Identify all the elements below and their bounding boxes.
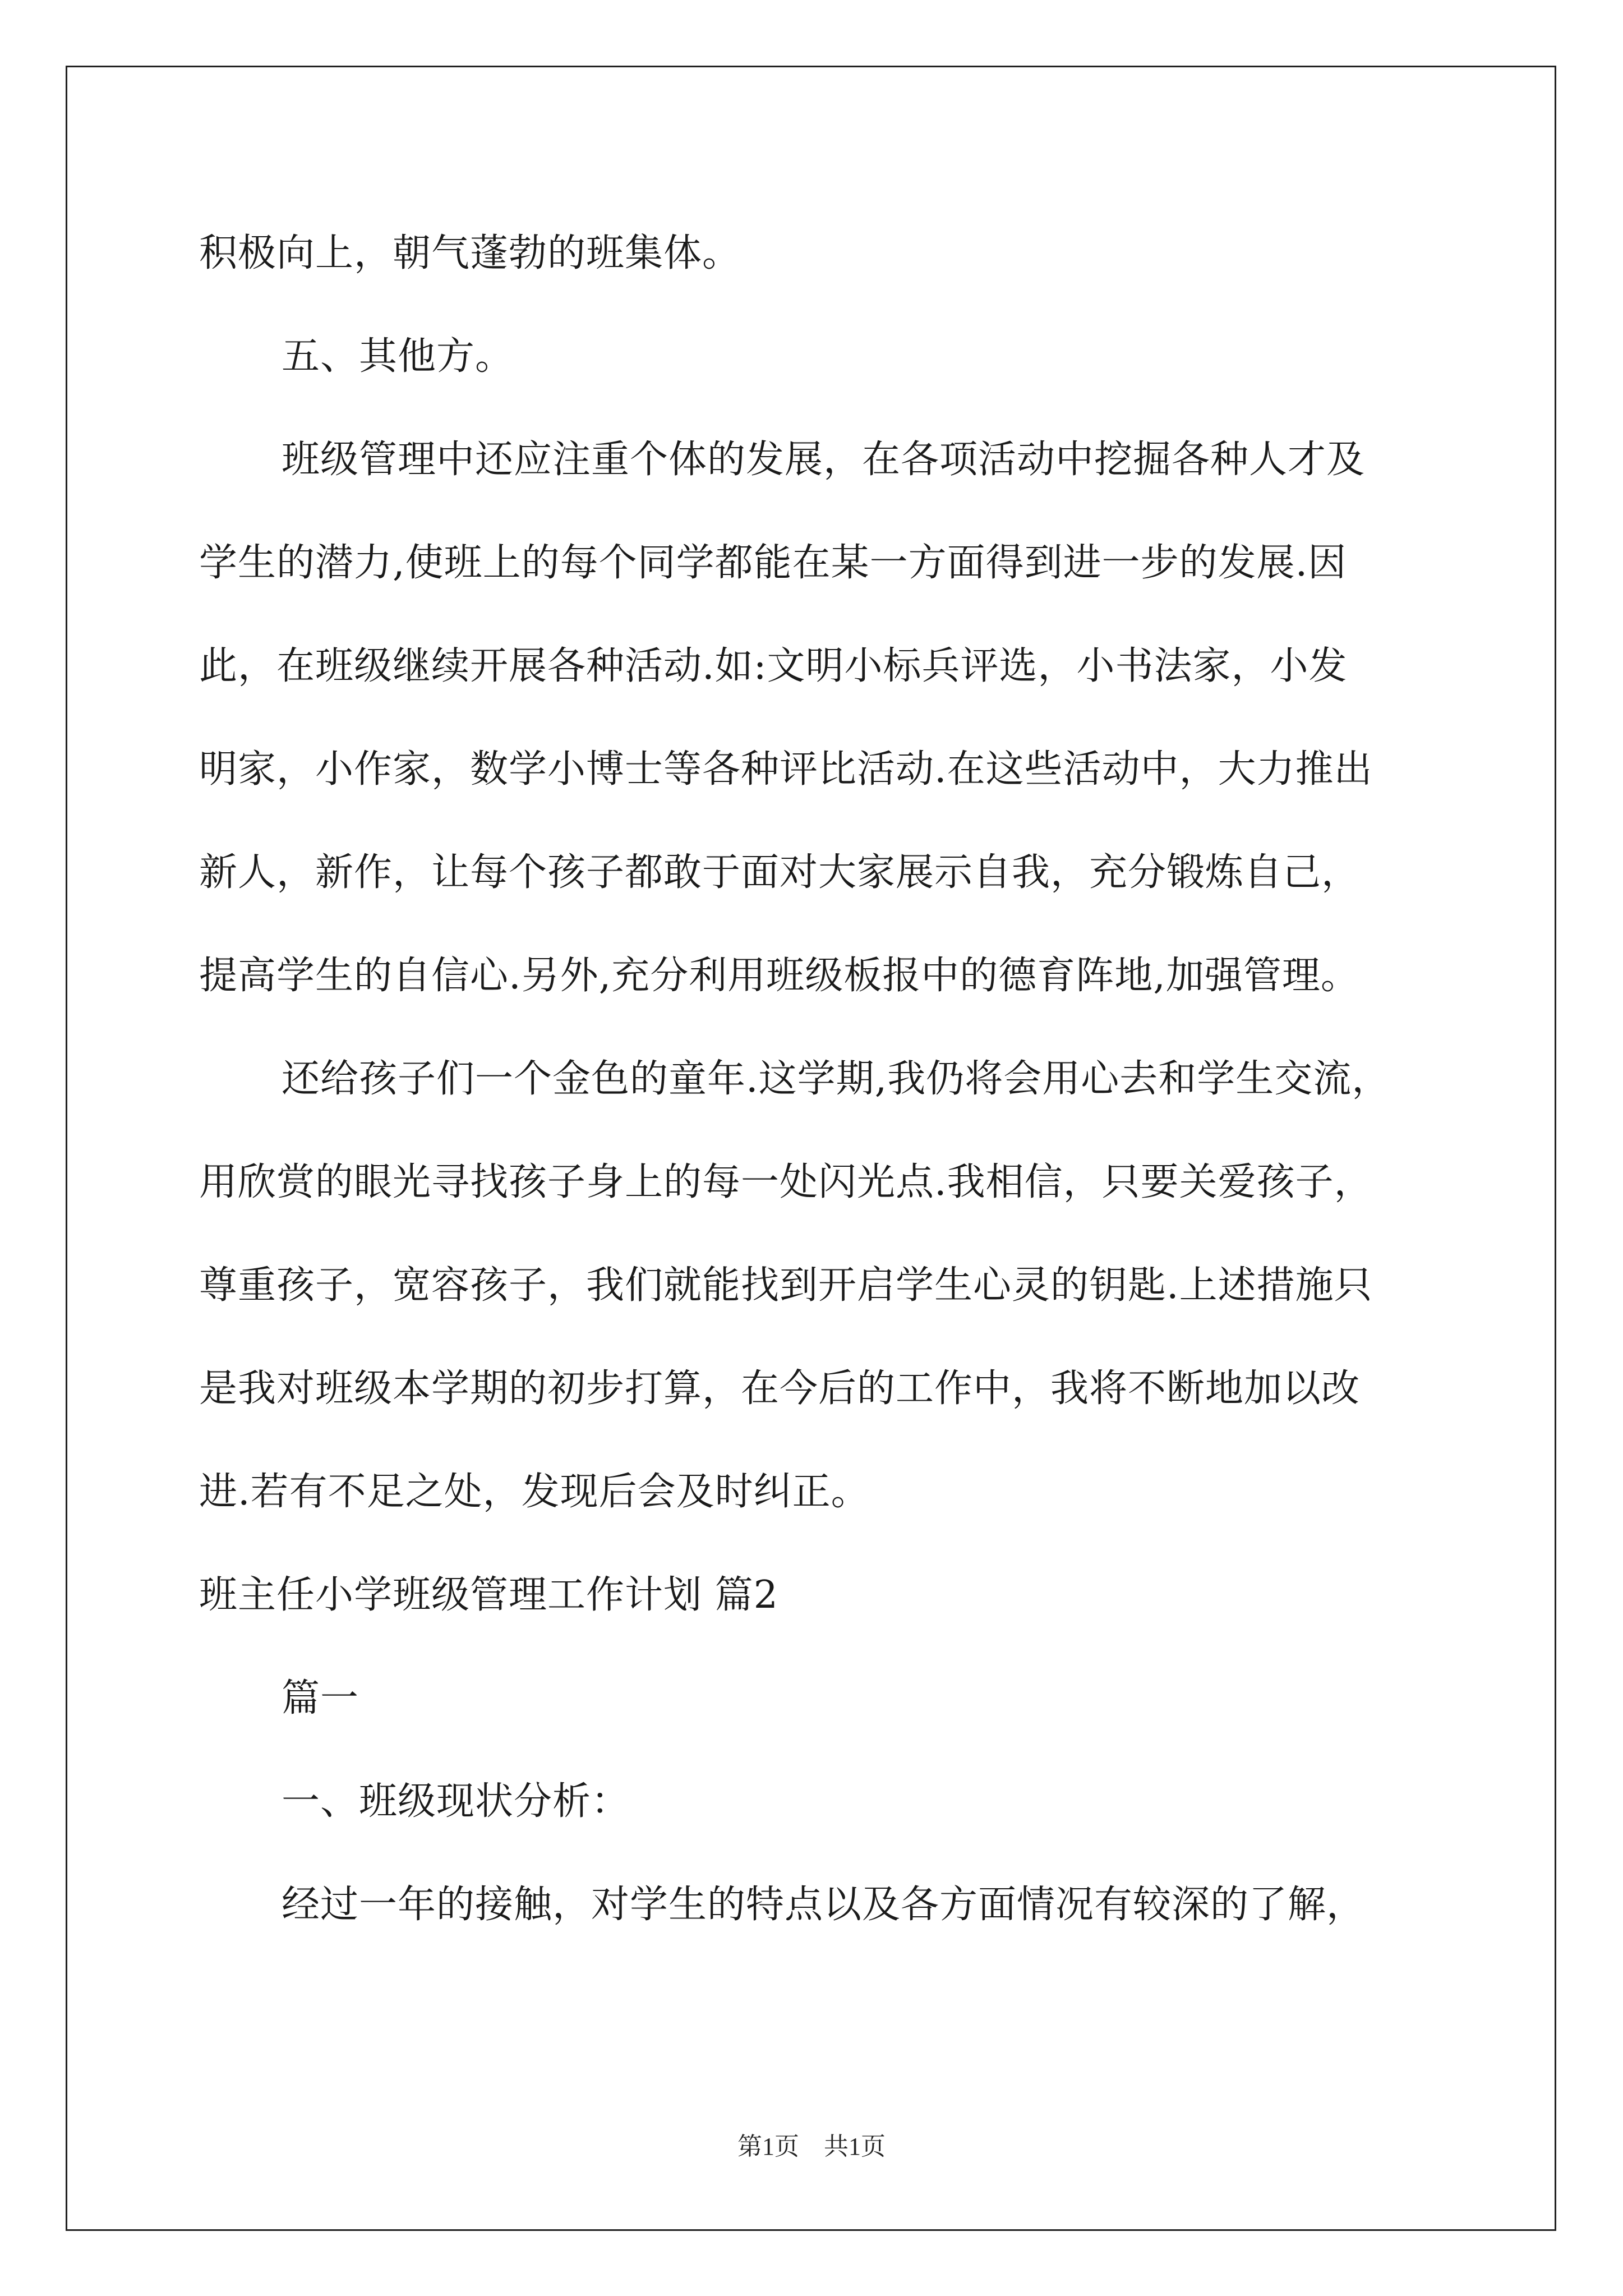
page-footer: 第1页 共1页 <box>737 2133 886 2160</box>
text-line: 用欣赏的眼光寻找孩子身上的每一处闪光点.我相信，只要关爱孩子， <box>199 1160 1373 1204</box>
article-title: 班主任小学班级管理工作计划 篇2 <box>199 1573 778 1617</box>
text-line: 明家，小作家，数学小博士等各种评比活动.在这些活动中，大力推出 <box>199 747 1373 792</box>
document-body <box>199 202 1489 1957</box>
text-line: 进.若有不足之处，发现后会及时纠正。 <box>199 1470 870 1514</box>
text-line: 此，在班级继续开展各种活动.如:文明小标兵评选，小书法家，小发 <box>199 644 1348 688</box>
section-heading: 篇一 <box>282 1676 359 1720</box>
text-line: 是我对班级本学期的初步打算，在今后的工作中，我将不断地加以改 <box>199 1366 1361 1411</box>
text-line: 积极向上，朝气蓬勃的班集体。 <box>199 231 741 275</box>
section-heading: 五、其他方。 <box>282 334 514 379</box>
text-line: 尊重孩子，宽容孩子，我们就能找到开启学生心灵的钥匙.上述措施只 <box>199 1263 1373 1308</box>
text-line: 学生的潜力,使班上的每个同学都能在某一方面得到进一步的发展.因 <box>199 541 1347 585</box>
text-line: 新人，新作，让每个孩子都敢于面对大家展示自我，充分锻炼自己， <box>199 850 1361 895</box>
text-line: 班级管理中还应注重个体的发展，在各项活动中挖掘各种人才及 <box>282 438 1366 482</box>
section-heading: 一、班级现状分析： <box>282 1779 630 1824</box>
text-line: 经过一年的接触，对学生的特点以及各方面情况有较深的了解， <box>282 1883 1366 1927</box>
text-line: 提高学生的自信心.另外,充分利用班级板报中的德育阵地,加强管理。 <box>199 954 1359 998</box>
text-line: 还给孩子们一个金色的童年.这学期,我仍将会用心去和学生交流， <box>282 1057 1391 1101</box>
